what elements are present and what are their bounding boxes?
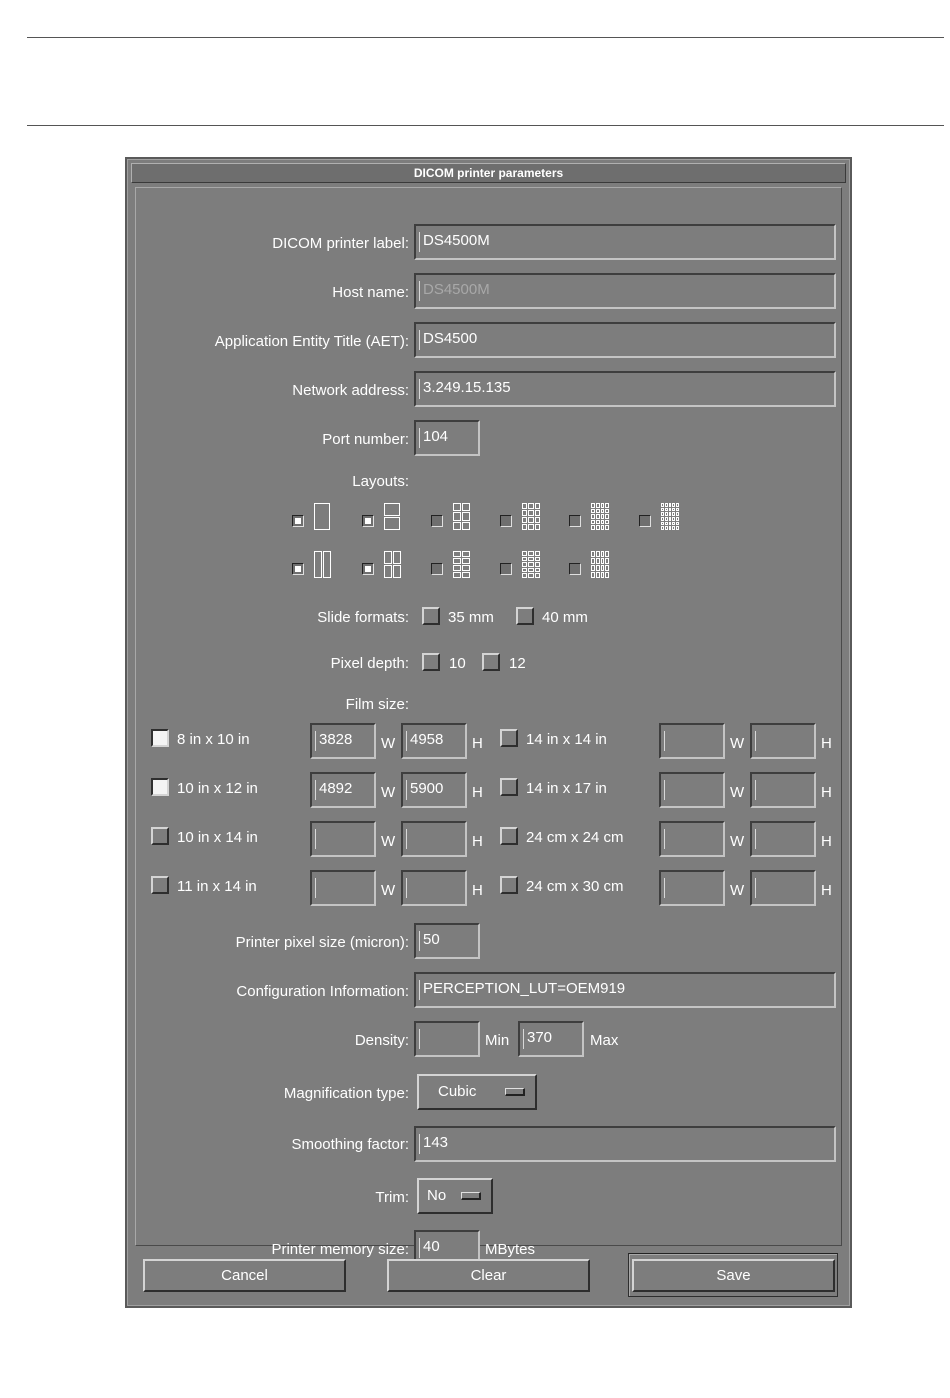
- magnification-value: Cubic: [438, 1083, 477, 1100]
- layout-cell: [676, 526, 679, 530]
- layout-cell: [453, 503, 461, 511]
- layout-cell: [522, 573, 527, 578]
- layout-cell: [596, 509, 600, 514]
- network-address-field[interactable]: 3.249.15.135: [414, 371, 836, 407]
- layout-cell: [669, 522, 672, 526]
- layout-cell: [661, 517, 664, 521]
- layout-cell: [453, 558, 461, 564]
- header-rule: [27, 125, 944, 126]
- layouts-label: Layouts:: [352, 473, 409, 490]
- pixel-depth-12-text: 12: [509, 655, 526, 672]
- layout-cell: [665, 526, 668, 530]
- film-11x14-checkbox[interactable]: [151, 876, 169, 894]
- film-24x24-w-label: W: [730, 833, 745, 850]
- layout-cell: [669, 526, 672, 530]
- layout-cell: [601, 572, 605, 578]
- slide-35mm-text: 35 mm: [448, 609, 494, 626]
- layout-2x2-icon: [384, 551, 401, 578]
- film-14x17-h-field[interactable]: [750, 772, 816, 808]
- slide-formats-label: Slide formats:: [317, 609, 409, 626]
- layout-cell: [453, 512, 461, 520]
- layout-cell: [601, 551, 605, 557]
- top-rule: [27, 37, 944, 38]
- slide-35mm-checkbox[interactable]: [422, 607, 440, 625]
- layout-cell: [596, 503, 600, 508]
- layout-cell: [601, 520, 605, 525]
- layout-cell: [591, 514, 595, 519]
- film-11x14-h-field[interactable]: [401, 870, 467, 906]
- film-14x17-text: 14 in x 17 in: [526, 780, 607, 797]
- layout-cell: [669, 508, 672, 512]
- film-11x14-text: 11 in x 14 in: [177, 878, 257, 895]
- film-24x30-w-field[interactable]: [659, 870, 725, 906]
- layout-cell: [535, 517, 540, 523]
- slide-40mm-text: 40 mm: [542, 609, 588, 626]
- layout-cell: [591, 520, 595, 525]
- cancel-button[interactable]: Cancel: [143, 1259, 346, 1292]
- layout-cell: [535, 503, 540, 509]
- film-10x14-w-field[interactable]: [310, 821, 376, 857]
- layout-cell: [535, 551, 540, 556]
- host-name-field[interactable]: DS4500M: [414, 273, 836, 309]
- layout-cell: [453, 572, 461, 578]
- trim-option-menu[interactable]: [417, 1178, 493, 1214]
- layout-4x5-icon: [591, 503, 609, 530]
- layout-cell: [453, 522, 461, 530]
- layout-cell: [384, 565, 392, 578]
- layout-cell: [591, 503, 595, 508]
- layout-cell: [535, 573, 540, 578]
- layout-cell: [528, 503, 533, 509]
- layout-cell: [323, 551, 331, 578]
- film-14x14-checkbox[interactable]: [500, 729, 518, 747]
- layout-cell: [605, 514, 609, 519]
- layout-cell: [462, 558, 470, 564]
- layout-cell: [605, 509, 609, 514]
- layout-cell: [591, 558, 595, 564]
- film-24x30-checkbox[interactable]: [500, 876, 518, 894]
- layout-2x1-icon: [314, 551, 331, 578]
- layout-checkbox[interactable]: [569, 563, 581, 575]
- option-menu-indicator-icon: [505, 1088, 525, 1096]
- layout-cell: [665, 517, 668, 521]
- film-10x12-text: 10 in x 12 in: [177, 780, 258, 797]
- film-8x10-checkbox[interactable]: [151, 729, 169, 747]
- layout-cell: [596, 558, 600, 564]
- layout-cell: [669, 503, 672, 507]
- film-11x14-w-field[interactable]: [310, 870, 376, 906]
- layout-cell: [528, 510, 533, 516]
- layout-checkbox[interactable]: [569, 515, 581, 527]
- layout-cell: [672, 526, 675, 530]
- layout-cell: [535, 510, 540, 516]
- layout-cell: [676, 517, 679, 521]
- layout-1x2-icon: [384, 503, 400, 530]
- layout-cell: [605, 525, 609, 530]
- layout-cell: [591, 525, 595, 530]
- layout-1x1-icon: [314, 503, 330, 530]
- layout-cell: [605, 572, 609, 578]
- memory-label: Printer memory size:: [271, 1241, 409, 1258]
- layout-cell: [453, 551, 461, 557]
- layout-checkbox[interactable]: [362, 515, 374, 527]
- film-10x14-text: 10 in x 14 in: [177, 829, 258, 846]
- layout-checkbox[interactable]: [639, 515, 651, 527]
- clear-button[interactable]: Clear: [387, 1259, 590, 1292]
- layout-cell: [535, 557, 540, 562]
- dialog-title: DICOM printer parameters: [131, 163, 846, 183]
- trim-label: Trim:: [375, 1189, 409, 1206]
- layout-cell: [528, 524, 533, 530]
- layout-3x4-icon: [522, 503, 540, 530]
- layout-cell: [596, 520, 600, 525]
- layout-cell: [605, 558, 609, 564]
- film-14x14-w-label: W: [730, 735, 745, 752]
- smoothing-field[interactable]: 143: [414, 1126, 836, 1162]
- film-14x17-h-label: H: [821, 784, 832, 801]
- layout-cell: [672, 517, 675, 521]
- printer-label-field[interactable]: DS4500M: [414, 224, 836, 260]
- density-min-text: Min: [485, 1032, 510, 1049]
- layout-5x6-icon: [661, 503, 679, 530]
- layout-checkbox[interactable]: [431, 563, 443, 575]
- layout-cell: [661, 512, 664, 516]
- printer-label-label: DICOM printer label:: [272, 235, 409, 252]
- layout-cell: [393, 565, 401, 578]
- layout-cell: [676, 512, 679, 516]
- film-10x12-h-field[interactable]: 5900: [401, 772, 467, 808]
- config-info-label: Configuration Information:: [236, 983, 409, 1000]
- port-number-field[interactable]: 104: [414, 420, 480, 456]
- layout-cell: [528, 551, 533, 556]
- layout-cell: [601, 503, 605, 508]
- pixel-depth-label: Pixel depth:: [330, 655, 409, 672]
- layout-cell: [676, 508, 679, 512]
- magnification-label: Magnification type:: [283, 1085, 409, 1102]
- film-10x12-checkbox[interactable]: [151, 778, 169, 796]
- film-10x12-h-label: H: [472, 784, 483, 801]
- layout-cell: [528, 573, 533, 578]
- film-8x10-w-label: W: [381, 735, 396, 752]
- layout-cell: [669, 512, 672, 516]
- layout-cell: [661, 508, 664, 512]
- port-number-label: Port number:: [322, 431, 409, 448]
- layout-cell: [665, 522, 668, 526]
- layout-cell: [591, 572, 595, 578]
- save-button[interactable]: Save: [632, 1259, 835, 1292]
- density-label: Density:: [354, 1032, 409, 1049]
- density-max-text: Max: [590, 1032, 619, 1049]
- film-10x14-checkbox[interactable]: [151, 827, 169, 845]
- layout-cell: [676, 503, 679, 507]
- layout-cell: [601, 525, 605, 530]
- layout-cell: [596, 565, 600, 571]
- film-14x14-w-field[interactable]: [659, 723, 725, 759]
- film-8x10-h-field[interactable]: 4958: [401, 723, 467, 759]
- layout-cell: [522, 551, 527, 556]
- layout-cell: [596, 514, 600, 519]
- layout-cell: [665, 503, 668, 507]
- film-24x24-text: 24 cm x 24 cm: [526, 829, 624, 846]
- film-8x10-h-label: H: [472, 735, 483, 752]
- layout-cell: [528, 568, 533, 573]
- host-name-label: Host name:: [332, 284, 409, 301]
- film-24x24-w-field[interactable]: [659, 821, 725, 857]
- config-info-field[interactable]: PERCEPTION_LUT=OEM919: [414, 972, 836, 1008]
- layout-cell: [669, 517, 672, 521]
- pixel-size-field[interactable]: 50: [414, 923, 480, 959]
- layout-cell: [601, 558, 605, 564]
- film-24x30-w-label: W: [730, 882, 745, 899]
- film-14x17-w-label: W: [730, 784, 745, 801]
- film-14x14-h-field[interactable]: [750, 723, 816, 759]
- layout-cell: [605, 551, 609, 557]
- layout-2x4-icon: [453, 551, 470, 578]
- layout-cell: [384, 503, 400, 516]
- layout-cell: [393, 551, 401, 564]
- layout-cell: [596, 525, 600, 530]
- layout-cell: [522, 517, 527, 523]
- layout-cell: [522, 503, 527, 509]
- film-10x14-w-label: W: [381, 833, 396, 850]
- layout-cell: [522, 524, 527, 530]
- pixel-size-label: Printer pixel size (micron):: [235, 934, 409, 951]
- layout-cell: [522, 510, 527, 516]
- film-8x10-w-field[interactable]: 3828: [310, 723, 376, 759]
- layout-cell: [535, 562, 540, 567]
- layout-cell: [314, 503, 330, 530]
- film-10x12-w-field[interactable]: 4892: [310, 772, 376, 808]
- layout-cell: [462, 551, 470, 557]
- layout-checkbox[interactable]: [500, 515, 512, 527]
- layout-cell: [522, 557, 527, 562]
- layout-checkbox[interactable]: [292, 563, 304, 575]
- film-24x24-checkbox[interactable]: [500, 827, 518, 845]
- layout-cell: [661, 503, 664, 507]
- density-min-field[interactable]: [414, 1021, 480, 1057]
- layout-cell: [528, 517, 533, 523]
- layout-cell: [601, 565, 605, 571]
- trim-value: No: [427, 1187, 447, 1204]
- film-10x14-h-label: H: [472, 833, 483, 850]
- layout-cell: [605, 565, 609, 571]
- density-max-field[interactable]: 370: [518, 1021, 584, 1057]
- layout-cell: [314, 551, 322, 578]
- layout-cell: [522, 562, 527, 567]
- slide-40mm-checkbox[interactable]: [516, 607, 534, 625]
- layout-cell: [672, 512, 675, 516]
- layout-cell: [535, 524, 540, 530]
- layout-cell: [462, 565, 470, 571]
- magnification-option-menu[interactable]: [417, 1074, 537, 1110]
- layout-cell: [601, 509, 605, 514]
- layout-checkbox[interactable]: [500, 563, 512, 575]
- button-bar: [135, 1248, 842, 1300]
- layout-cell: [591, 565, 595, 571]
- layout-cell: [661, 526, 664, 530]
- dicom-printer-dialog: [125, 157, 852, 1308]
- layout-cell: [665, 508, 668, 512]
- layout-cell: [462, 522, 470, 530]
- layout-cell: [528, 557, 533, 562]
- film-11x14-h-label: H: [472, 882, 483, 899]
- film-11x14-w-label: W: [381, 882, 396, 899]
- pixel-depth-12-checkbox[interactable]: [482, 653, 500, 671]
- film-24x30-h-label: H: [821, 882, 832, 899]
- layout-3x5-icon: [522, 551, 540, 578]
- layout-cell: [672, 522, 675, 526]
- film-14x17-w-field[interactable]: [659, 772, 725, 808]
- layout-checkbox[interactable]: [431, 515, 443, 527]
- layout-cell: [453, 565, 461, 571]
- film-10x14-h-field[interactable]: [401, 821, 467, 857]
- layout-cell: [665, 512, 668, 516]
- layout-cell: [528, 562, 533, 567]
- film-size-label: Film size:: [345, 696, 409, 713]
- layout-checkbox[interactable]: [362, 563, 374, 575]
- layout-cell: [462, 503, 470, 511]
- film-14x14-text: 14 in x 14 in: [526, 731, 607, 748]
- network-address-label: Network address:: [292, 382, 409, 399]
- layout-cell: [601, 514, 605, 519]
- film-24x30-text: 24 cm x 30 cm: [526, 878, 624, 895]
- film-24x30-h-field[interactable]: [750, 870, 816, 906]
- layout-4x4-icon: [591, 551, 609, 578]
- layout-cell: [596, 551, 600, 557]
- layout-cell: [605, 520, 609, 525]
- layout-cell: [672, 503, 675, 507]
- layout-cell: [591, 551, 595, 557]
- option-menu-indicator-icon: [461, 1192, 481, 1200]
- film-14x14-h-label: H: [821, 735, 832, 752]
- layout-cell: [535, 568, 540, 573]
- layout-cell: [522, 568, 527, 573]
- layout-cell: [591, 509, 595, 514]
- layout-checkbox[interactable]: [292, 515, 304, 527]
- layout-cell: [661, 522, 664, 526]
- layout-cell: [462, 512, 470, 520]
- layout-cell: [596, 572, 600, 578]
- film-24x24-h-field[interactable]: [750, 821, 816, 857]
- pixel-depth-10-checkbox[interactable]: [422, 653, 440, 671]
- aet-field[interactable]: DS4500: [414, 322, 836, 358]
- film-24x24-h-label: H: [821, 833, 832, 850]
- layout-cell: [384, 551, 392, 564]
- film-8x10-text: 8 in x 10 in: [177, 731, 250, 748]
- layout-cell: [605, 503, 609, 508]
- layout-cell: [672, 508, 675, 512]
- layout-cell: [676, 522, 679, 526]
- film-10x12-w-label: W: [381, 784, 396, 801]
- film-14x17-checkbox[interactable]: [500, 778, 518, 796]
- pixel-depth-10-text: 10: [449, 655, 466, 672]
- layout-cell: [462, 572, 470, 578]
- memory-field[interactable]: 40: [414, 1230, 480, 1266]
- memory-unit-text: MBytes: [485, 1241, 536, 1258]
- layout-cell: [384, 517, 400, 530]
- layout-2x3-icon: [453, 503, 470, 530]
- aet-label: Application Entity Title (AET):: [214, 333, 409, 350]
- parameters-panel: [135, 187, 842, 1258]
- smoothing-label: Smoothing factor:: [291, 1136, 409, 1153]
